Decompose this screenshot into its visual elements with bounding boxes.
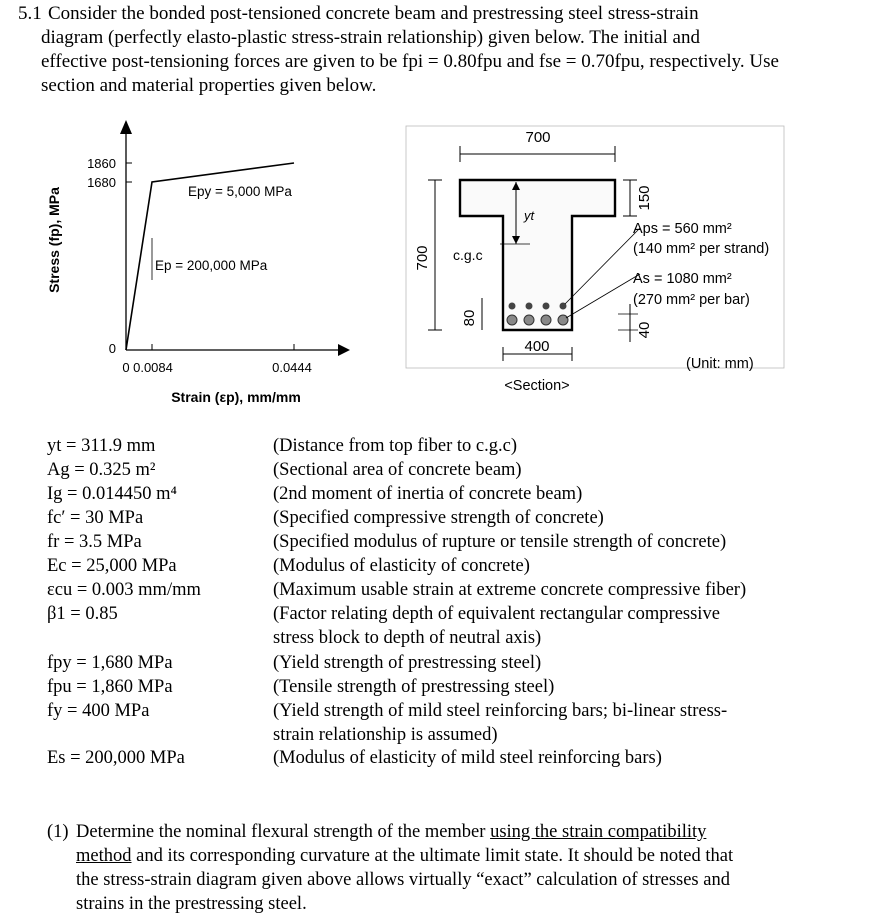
prop-fr: fr = 3.5 MPa [47,532,142,552]
desc-fpy: (Yield strength of prestressing steel) [273,653,542,673]
section-drawing [400,118,810,408]
dim-bottom-40: 40 [636,321,653,339]
desc-fc: (Specified compressive strength of concrete) [273,508,604,528]
desc-ag: (Sectional area of concrete beam) [273,460,522,480]
question-line-1 [76,820,706,844]
x-tick-0: 0 [122,360,130,375]
label-ep: Ep = 200,000 MPa [155,258,268,273]
dim-height: 700 [414,245,431,271]
y-axis-arrow [120,120,132,134]
desc-ec: (Modulus of elasticity of concrete) [273,556,530,576]
prop-ig: Ig = 0.014450 m⁴ [47,484,177,504]
problem-number: 5.1 [18,3,42,24]
question-number: (1) [47,822,69,842]
question-line-1-underlined: using the strain compatibility [490,822,707,842]
as-line1: As = 1080 mm² [633,271,732,287]
aps-line2: (140 mm² per strand) [633,241,770,257]
prop-fc: fc′ = 30 MPa [47,508,144,528]
x-axis-label: Strain (εp), mm/mm [171,389,301,405]
x-tick-0.0444: 0.0444 [272,360,312,375]
question-line-3: the stress-strain diagram given above allows virtually “exact” calculation of stresses and [76,870,730,890]
label-cgc: c.g.c [453,247,483,263]
prop-yt: yt = 311.9 mm [47,436,156,456]
desc-beta1-b: stress block to depth of neutral axis) [273,628,542,648]
desc-es: (Modulus of elasticity of mild steel reinforcing bars) [273,748,662,768]
prop-beta1: β1 = 0.85 [47,604,118,624]
intro-line-2: diagram (perfectly elasto-plastic stress-strain relationship) given below. The initial and [41,27,700,48]
x-axis-arrow [338,344,350,356]
problem-intro [18,2,818,98]
dim-80: 80 [461,309,478,327]
label-epy: Epy = 5,000 MPa [188,184,292,199]
prop-ag: Ag = 0.325 m² [47,460,156,480]
desc-ig: (2nd moment of inertia of concrete beam) [273,484,583,504]
y-axis-label: Stress (fp), MPa [46,187,62,293]
prop-es: Es = 200,000 MPa [47,748,185,768]
dim-flange: 150 [636,185,653,211]
stress-strain-chart [0,110,360,420]
y-tick-1680: 1680 [87,175,116,190]
dim-web-width: 400 [524,338,550,355]
y-tick-1860: 1860 [87,156,116,171]
x-tick-0.0084: 0.0084 [133,360,173,375]
question-line-4: strains in the prestressing steel. [76,894,307,914]
desc-fpu: (Tensile strength of prestressing steel) [273,677,555,697]
question-line-2 [76,844,733,868]
y-tick-0: 0 [108,341,116,356]
label-yt: yt [524,208,535,223]
dim-top-width: 700 [525,129,551,146]
desc-fy-a: (Yield strength of mild steel reinforcing bars; bi-linear stress- [273,701,728,721]
prop-ec: Ec = 25,000 MPa [47,556,177,576]
prop-fy: fy = 400 MPa [47,701,150,721]
question-line-1-text: Determine the nominal flexural strength of the member [76,822,491,842]
desc-fy-b: strain relationship is assumed) [273,725,498,745]
desc-yt: (Distance from top fiber to c.g.c) [273,436,518,456]
desc-fr: (Specified modulus of rupture or tensile strength of concrete) [273,532,727,552]
question-line-2-text: and its corresponding curvature at the ultimate limit state. It should be noted that [131,846,734,866]
prop-ecu: εcu = 0.003 mm/mm [47,580,201,600]
question-line-2-underlined: method [76,846,132,866]
section-title: <Section> [504,378,570,394]
aps-line1: Aps = 560 mm² [633,221,732,237]
unit-label: (Unit: mm) [686,356,754,372]
prop-fpy: fpy = 1,680 MPa [47,653,173,673]
desc-ecu: (Maximum usable strain at extreme concrete compressive fiber) [273,580,747,600]
intro-line-3: effective post-tensioning forces are given to be fpi = 0.80fpu and fse = 0.70fpu, respectively. Use [41,51,779,72]
prop-fpu: fpu = 1,860 MPa [47,677,173,697]
intro-line-4: section and material properties given below. [41,75,377,96]
intro-line-1: Consider the bonded post-tensioned concrete beam and prestressing steel stress-strain [48,3,699,24]
t-beam-outline [460,180,615,330]
desc-beta1-a: (Factor relating depth of equivalent rectangular compressive [273,604,720,624]
as-line2: (270 mm² per bar) [633,292,750,308]
